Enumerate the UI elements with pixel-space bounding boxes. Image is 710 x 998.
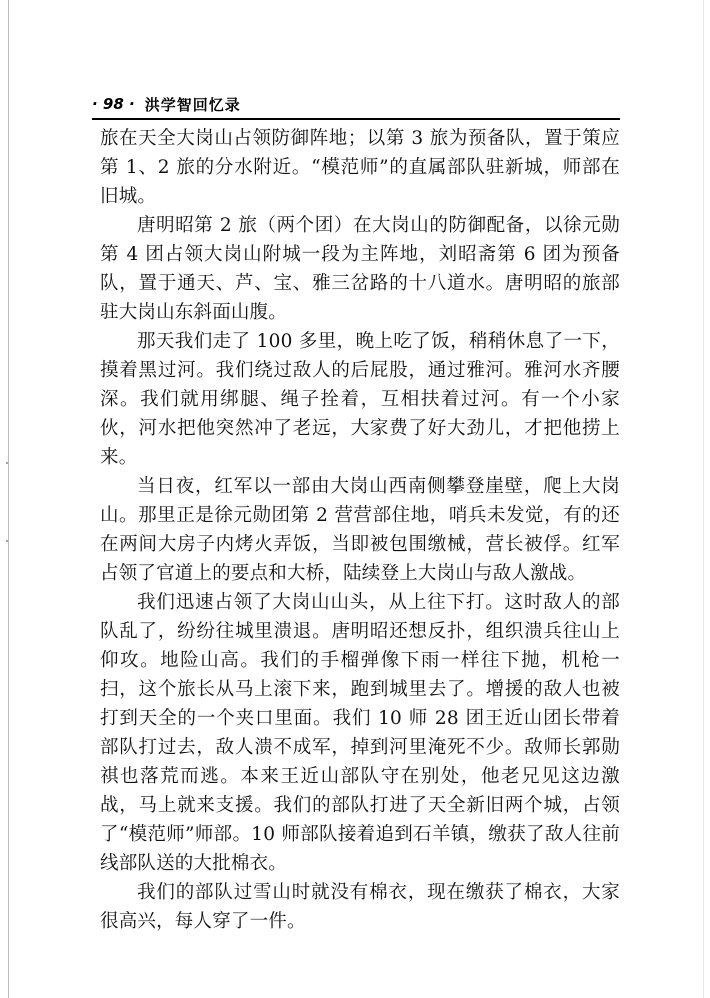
- paragraph-5: 我们迅速占领了大岗山山头，从上往下打。这时敌人的部队乱了，纷纷往城里溃退。唐明昭还想反扑，组织溃兵往山上仰攻。地险山高。我们的手榴弹像下雨一样往下抛，机枪一扫，这个旅长从马上滚下来，跑到城里去了。增援的敌人也被打到天全的一个夹口里面。我们 10 师 28 团王近山团长带着部队打过去，敌人溃不成军，掉到河里淹死不少。敌师长郭勋祺也落荒而逃。本来王近山部队守在别处，他老兄见这边激战，马上就来支援。我们的部队打进了天全新旧两个城，占领了“模范师”师部。10 师部队接着追到石羊镇，缴获了敌人往前线部队送的大批棉衣。: [100, 592, 620, 874]
- book-title: 洪学智回忆录: [144, 95, 241, 114]
- header-rule: [92, 118, 620, 120]
- scan-mark: [6, 540, 8, 542]
- paragraph-3: 那天我们走了 100 多里，晚上吃了饭，稍稍休息了一下，摸着黑过河。我们绕过敌人的后屁股，通过雅河。雅河水齐腰深。我们就用绑腿、绳子拴着，互相扶着过河。有一个小家伙，河水把他突然冲了老远，大家费了好大劲儿，才把他捞上来。: [100, 331, 620, 468]
- paragraph-6: 我们的部队过雪山时就没有棉衣，现在缴获了棉衣，大家很高兴，每人穿了一件。: [100, 882, 620, 932]
- page-header: [92, 92, 622, 116]
- paragraph-2: 唐明昭第 2 旅（两个团）在大岗山的防御配备，以徐元勋第 4 团占领大岗山附城一段为主阵地，刘昭斋第 6 团为预备队，置于通天、芦、宝、雅三岔路的十八道水。唐明昭的旅部驻大岗山东斜面山腹。: [100, 215, 620, 323]
- paragraph-1: 旅在天全大岗山占领防御阵地；以第 3 旅为预备队，置于策应第 1、2 旅的分水附近。“模范师”的直属部队驻新城，师部在旧城。: [100, 128, 620, 207]
- page-right-edge: [703, 0, 704, 998]
- page-number: · 98 ·: [92, 95, 135, 113]
- scan-mark: [6, 462, 8, 464]
- paragraph-4: 当日夜，红军以一部由大岗山西南侧攀登崖壁，爬上大岗山。那里正是徐元勋团第 2 营营部住地，哨兵未发觉，有的还在两间大房子内烤火弄饭，当即被包围缴械，营长被俘。红军占领了官道上的要点和大桥，陆续登上大岗山与敌人激战。: [100, 476, 620, 584]
- page-left-edge: [8, 0, 9, 998]
- body-text: [100, 124, 620, 936]
